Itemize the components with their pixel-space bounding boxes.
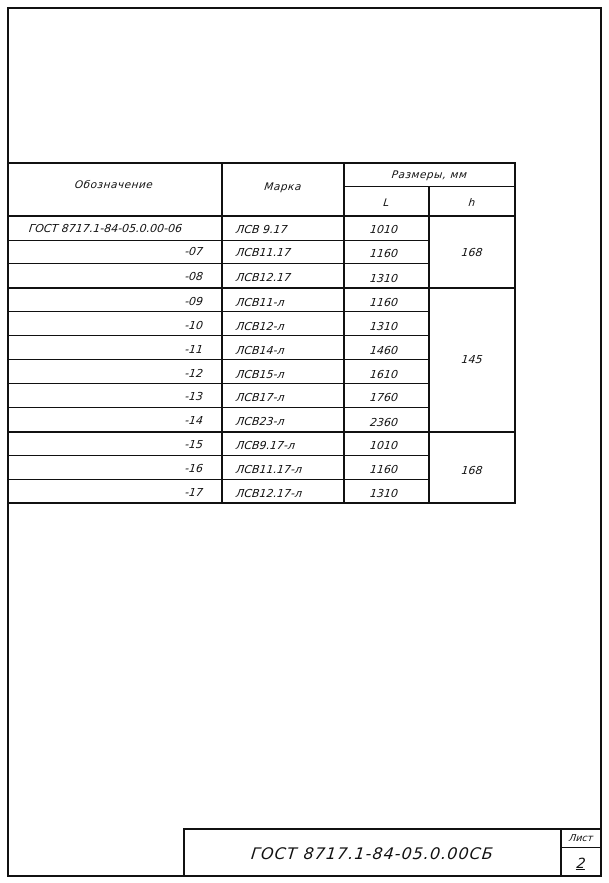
table-row-mark: ЛСВ12-л	[235, 320, 286, 333]
group-line	[7, 431, 516, 433]
table-border-bottom	[7, 502, 516, 504]
header-mark: Марка	[263, 181, 303, 193]
h-value-group-1: 168	[460, 246, 484, 259]
h-value-group-3: 168	[460, 464, 484, 477]
table-row-designation: -08	[184, 270, 204, 283]
table-row-designation: -09	[184, 295, 204, 308]
sheet-label: Лист	[568, 833, 594, 844]
table-row-l: 1160	[369, 463, 399, 476]
table-row-mark: ЛСВ9.17-л	[235, 439, 296, 452]
row-line	[7, 311, 429, 312]
table-row-l: 1610	[369, 368, 399, 381]
table-row-mark: ЛСВ15-л	[235, 368, 286, 381]
table-row-mark: ЛСВ14-л	[235, 344, 286, 357]
row-line	[7, 359, 429, 360]
table-row-l: 2360	[369, 416, 399, 429]
table-row-l: 1160	[369, 247, 399, 260]
column-divider	[221, 162, 223, 504]
column-divider	[428, 186, 430, 504]
row-line	[7, 479, 429, 480]
table-row-designation: -11	[184, 343, 204, 356]
table-row-mark: ЛСВ17-л	[235, 391, 286, 404]
table-row-l: 1010	[369, 439, 399, 452]
table-row-mark: ЛСВ11-л	[235, 296, 286, 309]
dimensions-table	[7, 162, 516, 504]
table-row-mark: ЛСВ23-л	[235, 415, 286, 428]
table-row-mark: ЛСВ12.17-л	[235, 487, 303, 500]
table-row-designation: -13	[184, 390, 204, 403]
table-row-designation: -15	[184, 438, 204, 451]
title-block	[183, 828, 602, 877]
row-line	[7, 263, 429, 264]
table-border-right	[514, 162, 516, 504]
table-row-designation: -07	[184, 245, 204, 258]
header-designation: Обозначение	[74, 179, 154, 191]
row-line	[7, 407, 429, 408]
table-row-mark: ЛСВ12.17	[235, 271, 292, 284]
h-value-group-2: 145	[460, 353, 484, 366]
document-code: ГОСТ 8717.1-84-05.0.00СБ	[250, 844, 495, 863]
table-row-designation: -10	[184, 319, 204, 332]
table-row-mark: ЛСВ 9.17	[235, 223, 289, 236]
table-row-designation: -14	[184, 414, 204, 427]
header-l: L	[382, 197, 391, 209]
title-block-top-line	[183, 828, 602, 830]
row-line	[7, 383, 429, 384]
table-row-l: 1760	[369, 391, 399, 404]
table-row-l: 1310	[369, 272, 399, 285]
sheet-number: 2	[575, 856, 587, 872]
table-row-mark: ЛСВ11.17	[235, 246, 292, 259]
table-border-top	[7, 162, 516, 164]
row-line	[7, 455, 429, 456]
table-row-l: 1460	[369, 344, 399, 357]
group-line	[7, 287, 516, 289]
header-dimensions: Размеры, мм	[391, 169, 468, 181]
row-line	[7, 335, 429, 336]
table-row-l: 1310	[369, 487, 399, 500]
table-row-l: 1160	[369, 296, 399, 309]
column-divider	[343, 162, 345, 504]
table-row-mark: ЛСВ11.17-л	[235, 463, 303, 476]
row-line	[7, 240, 429, 241]
table-row-designation: ГОСТ 8717.1-84-05.0.00-06	[28, 222, 183, 235]
table-row-designation: -16	[184, 462, 204, 475]
header-bottom-line	[7, 215, 516, 217]
header-h: h	[467, 197, 477, 209]
table-row-l: 1010	[369, 223, 399, 236]
sheet-cell-divider	[560, 847, 602, 848]
table-row-designation: -17	[184, 486, 204, 499]
table-row-designation: -12	[184, 367, 204, 380]
table-row-l: 1310	[369, 320, 399, 333]
